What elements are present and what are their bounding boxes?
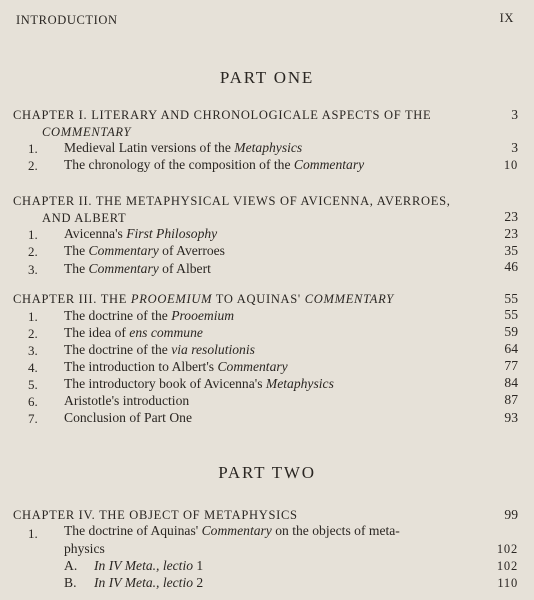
chapter-1-page: 3 [511,107,518,122]
entry-number: 1. [28,227,38,242]
toc-entry-title: The Commentary of Albert [64,261,211,276]
toc-entry-title: The Commentary of Averroes [64,243,225,258]
toc-entry-page: 59 [504,324,518,339]
toc-entry-page: 84 [504,375,518,390]
entry-number: 3. [28,343,38,358]
entry-number: 2. [28,158,38,173]
sub-entry-page: 102 [496,559,518,573]
toc-entry-title: The idea of ens commune [64,325,203,340]
chapter-4-title: CHAPTER IV. THE OBJECT OF METAPHYSICS [13,508,298,522]
toc-entry-page: 35 [504,243,518,258]
toc-entry-page: 23 [504,226,518,241]
entry-number: 1. [28,526,38,541]
entry-number: 5. [28,377,38,392]
chapter-1-title-continued: COMMENTARY [42,125,132,139]
chapter-3-page: 55 [504,291,518,306]
toc-entry-page: 46 [504,259,518,274]
sub-entry-title: In IV Meta., lectio 1 [94,558,204,573]
toc-entry-title-continued: physics [64,541,105,556]
toc-entry-title: Aristotle's introduction [64,393,190,408]
entry-number: 2. [28,244,38,259]
toc-entry-page: 3 [511,140,518,155]
toc-entry-page: 77 [504,358,518,373]
chapter-4-page: 99 [504,507,518,522]
sub-entry-letter: A. [64,558,78,573]
entry-number: 6. [28,394,38,409]
toc-entry-title: The chronology of the composition of the Commentary [64,157,365,172]
toc-entry-page: 87 [504,392,518,407]
toc-entry-page: 102 [496,542,518,556]
entry-number: 1. [28,141,38,156]
running-header-page-number: IX [499,11,514,25]
chapter-2-title-continued: AND ALBERT [42,211,127,225]
sub-entry-page: 110 [497,576,518,590]
chapter-2-title: CHAPTER II. THE METAPHYSICAL VIEWS OF AVICENNA, AVERROES, [13,194,451,208]
entry-number: 2. [28,326,38,341]
part-one-heading: PART ONE [219,68,315,87]
toc-entry-title: Conclusion of Part One [64,410,192,425]
toc-entry-title: Medieval Latin versions of the Metaphysics [64,140,303,155]
toc-entry-title: Avicenna's First Philosophy [64,226,218,241]
toc-entry-title: The introduction to Albert's Commentary [64,359,288,374]
entry-number: 1. [28,309,38,324]
entry-number: 7. [28,411,38,426]
chapter-1-title: CHAPTER I. LITERARY AND CHRONOLOGICALE ASPECTS OF THE [13,108,432,122]
toc-entry-page: 93 [504,410,518,425]
toc-entry-page: 64 [504,341,518,356]
entry-number: 3. [28,262,38,277]
sub-entry-title: In IV Meta., lectio 2 [94,575,204,590]
entry-number: 4. [28,360,38,375]
sub-entry-letter: B. [64,575,77,590]
part-two-heading: PART TWO [218,463,316,482]
chapter-2-page: 23 [504,209,518,224]
toc-entry-title: The doctrine of the via resolutionis [64,342,255,357]
running-header-left: INTRODUCTION [16,13,118,27]
toc-entry-page: 55 [504,307,518,322]
toc-entry-title: The introductory book of Avicenna's Metaphysics [64,376,334,391]
toc-entry-page: 10 [503,158,518,172]
toc-entry-title: The doctrine of Aquinas' Commentary on the objects of meta- [64,523,400,538]
toc-entry-title: The doctrine of the Prooemium [64,308,235,323]
chapter-3-title: CHAPTER III. THE PROOEMIUM TO AQUINAS' COMMENTARY [13,292,394,306]
